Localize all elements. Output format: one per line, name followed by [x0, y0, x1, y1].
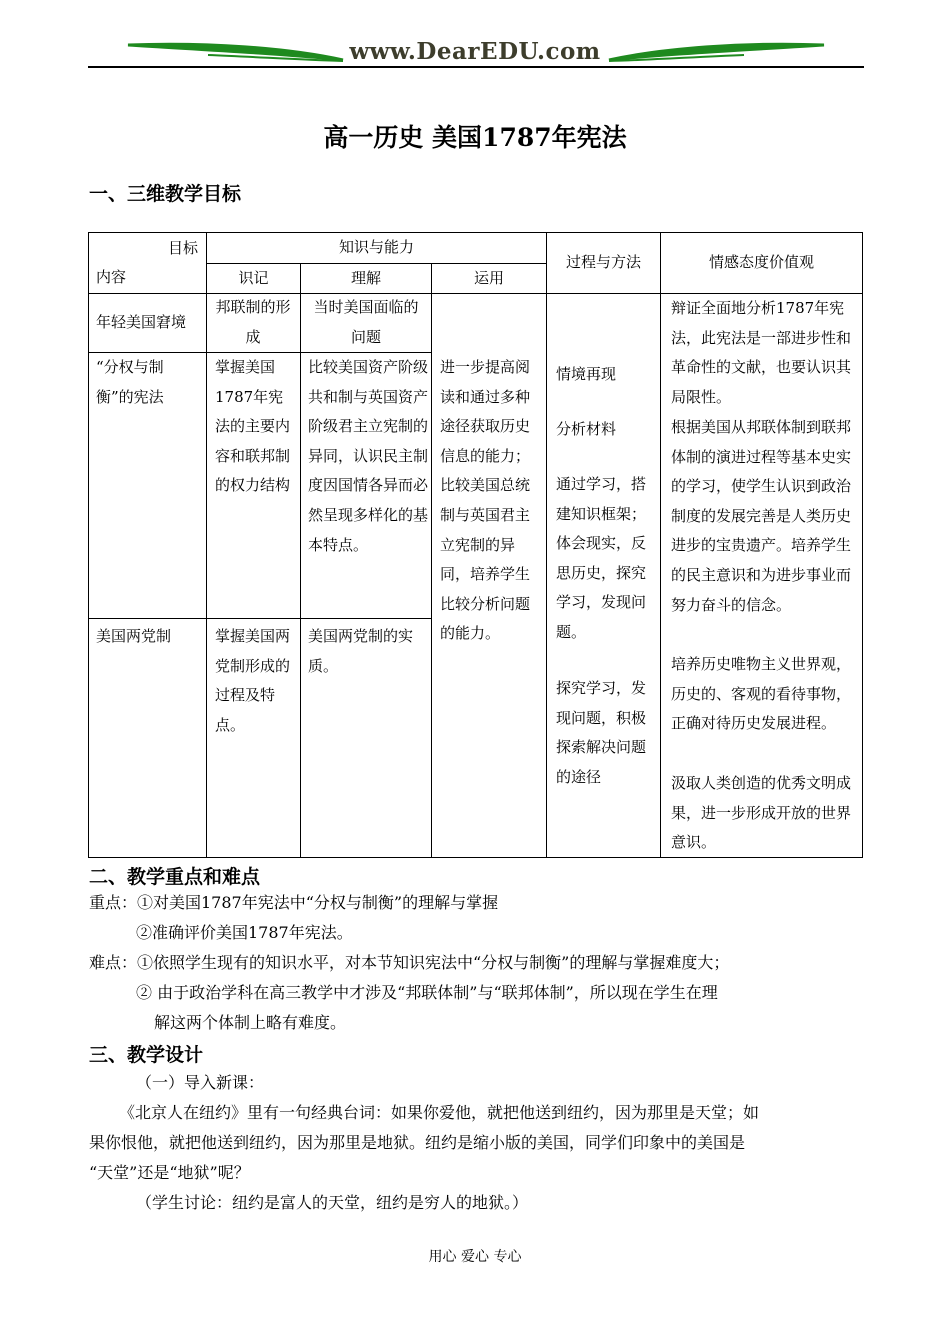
attitude-item: 根据美国从邦联体制到联邦体制的演进过程等基本史实的学习，使学生认识到政治制度的发展完善是人类历史进步的宝贵遗产。培养学生的民主意识和为进步事业而努力奋斗的信念。: [671, 418, 852, 614]
section-heading-key-points: 二、教学重点和难点: [89, 866, 261, 888]
objectives-table: [88, 232, 863, 858]
attitude-item: 辩证全面地分析1787年宪法，此宪法是一部进步性和革命性的文献，也要认识其局限性。: [671, 299, 852, 406]
difficulty-1: 难点：①依照学生现有的知识水平，对本节知识宪法中“分权与制衡”的理解与掌握难度大；: [89, 953, 730, 972]
row-understand-cell: 美国两党制的实质。: [308, 627, 414, 675]
page-footer: 用心 爱心 专心: [428, 1249, 522, 1265]
section-heading-design: 三、教学设计: [89, 1044, 204, 1066]
attitude-item: 培养历史唯物主义世界观，历史的、客观的看待事物，正确对待历史发展进程。: [671, 655, 852, 733]
student-discussion: （学生讨论：纽约是富人的天堂，纽约是穷人的地狱。）: [136, 1193, 529, 1212]
key-point-1: 重点：①对美国1787年宪法中“分权与制衡”的理解与掌握: [89, 893, 499, 912]
row-content-cell: 年轻美国窘境: [96, 313, 187, 331]
header-knowledge-ability: 知识与能力: [338, 238, 414, 256]
key-point-2: ②准确评价美国1787年宪法。: [136, 923, 353, 942]
apply-cell: 进一步提高阅读和通过多种途径获取历史信息的能力；比较美国总统制与英国君主立宪制的异同，培养学生比较分析问题的能力。: [440, 358, 531, 643]
page-title: 高一历史 美国1787年宪法: [323, 123, 627, 152]
section-heading-objectives: 一、三维教学目标: [89, 183, 242, 205]
process-item: 探究学习，发现问题，积极探索解决问题的途径: [556, 679, 647, 786]
row-content-cell: 美国两党制: [96, 627, 172, 645]
process-item: 分析材料: [556, 420, 617, 438]
process-item: 情境再现: [556, 365, 617, 383]
row-recall-cell: 掌握美国1787年宪法的主要内容和联邦制的权力结构: [215, 358, 291, 495]
header-recall: 识记: [238, 269, 269, 287]
header-understand: 理解: [350, 269, 381, 287]
row-recall-cell: 掌握美国两党制形成的过程及特点。: [215, 627, 291, 734]
row-understand-cell: 比较美国资产阶级共和制与英国资产阶级君主立宪制的异同，认识民主制度因国情各异而必然呈现多样化的基本特点。: [308, 358, 429, 554]
difficulty-2: ② 由于政治学科在高三教学中才涉及“邦联体制”与“联邦体制”，所以现在学生在理: [136, 983, 718, 1002]
difficulty-2-cont: 解这两个体制上略有难度。: [154, 1013, 347, 1032]
header-process-method: 过程与方法: [565, 253, 641, 271]
corner-header-content: 内容: [96, 268, 127, 286]
intro-paragraph-line: “天堂”还是“地狱”呢？: [89, 1163, 250, 1182]
intro-paragraph-line: 果你恨他，就把他送到纽约，因为那里是地狱。纽约是缩小版的美国，同学们印象中的美国是: [89, 1133, 746, 1152]
intro-paragraph-line: 《北京人在纽约》里有一句经典台词：如果你爱他，就把他送到纽约，因为那里是天堂；如: [119, 1103, 760, 1122]
subheading-intro: （一）导入新课：: [136, 1073, 265, 1092]
site-logo-text[interactable]: www.DearEDU.com: [349, 38, 601, 65]
process-item: 通过学习，搭建知识框架；体会现实，反思历史，探究学习，发现问题。: [556, 475, 647, 641]
header-attitude-values: 情感态度价值观: [708, 253, 814, 271]
attitude-item: 汲取人类创造的优秀文明成果，进一步形成开放的世界意识。: [671, 774, 852, 852]
row-recall-cell: 邦联制的形成: [215, 298, 291, 346]
row-understand-cell: 当时美国面临的问题: [313, 298, 419, 346]
header-rule: [88, 66, 864, 68]
row-content-cell: “分权与制衡”的宪法: [96, 358, 164, 406]
header-apply: 运用: [473, 269, 504, 287]
corner-header-target: 目标: [167, 239, 198, 257]
